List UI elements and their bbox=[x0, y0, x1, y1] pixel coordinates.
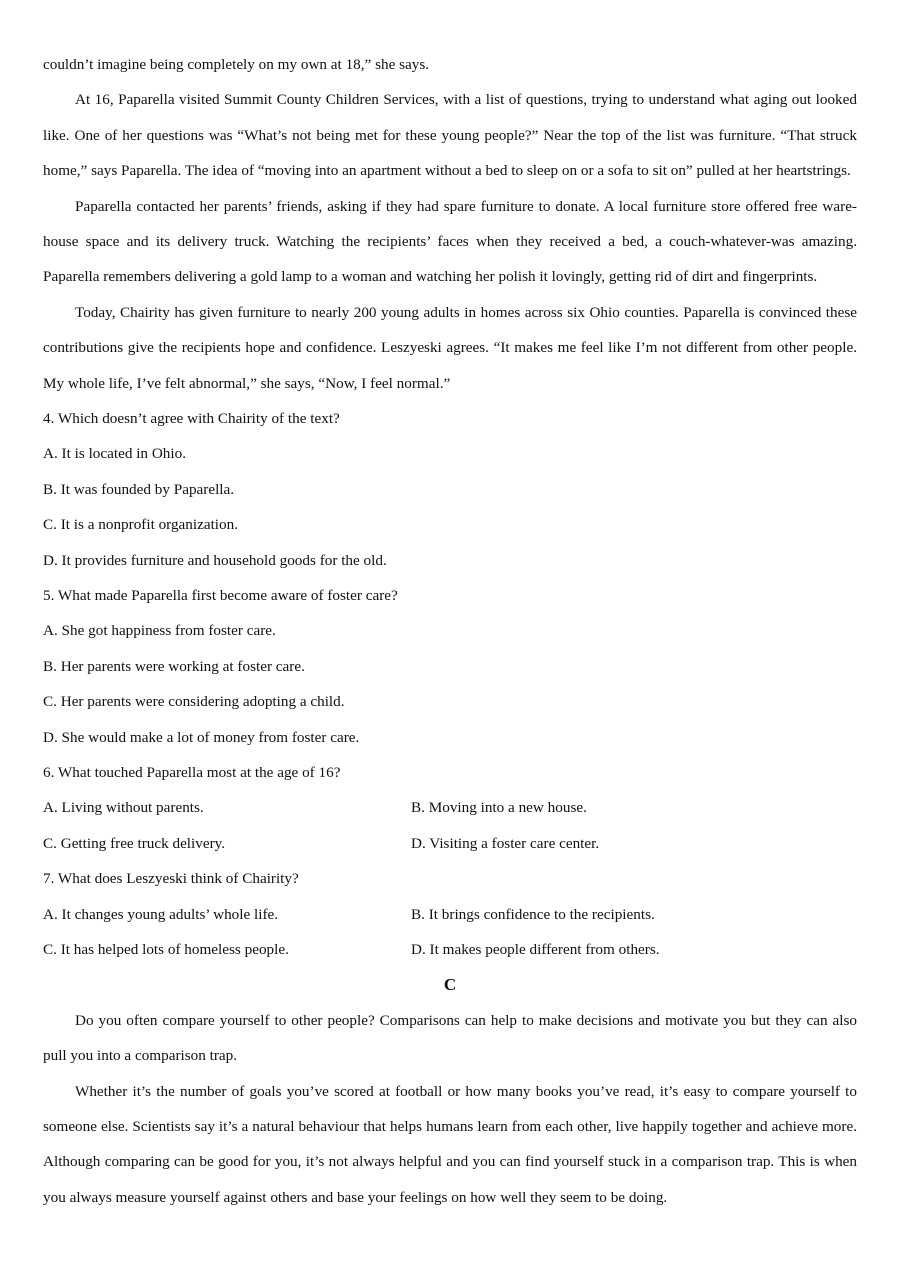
question-7-option-c: C. It has helped lots of homeless people. bbox=[43, 940, 289, 958]
question-4-stem: 4. Which doesn’t agree with Chairity of the text? bbox=[43, 410, 340, 428]
question-7-option-a: A. It changes young adults’ whole life. bbox=[43, 905, 279, 923]
question-7-options-row-2 bbox=[43, 932, 857, 967]
passage-b-paragraph-tail: couldn’t imagine being completely on my own at 18,” she says. bbox=[43, 56, 430, 73]
passage-b-paragraph-1: At 16, Paparella visited Summit County Children Services, with a list of questions, trying to understand what aging out looked like. One of her questions was “What’s not being met for these young people?” Near the top of the list was furniture. “That struck home,” says Paparella. The idea of “moving into an apartment without a bed to sleep on or a sofa to sit on” pulled at her heartstrings. bbox=[43, 91, 857, 180]
passage-c-paragraph-2: Whether it’s the number of goals you’ve scored at football or how many books you’ve read, it’s easy to compare yourself to someone else. Scientists say it’s a natural behaviour that helps humans learn from each other, live happily together and achieve more. Although comparing can be good for you, it’s not always helpful and you can find yourself stuck in a comparison trap. This is when you always measure yourself against others and base your feelings on how well they seem to be doing. bbox=[43, 1082, 857, 1206]
question-6-option-d: D. Visiting a foster care center. bbox=[411, 834, 600, 852]
question-6-option-b: B. Moving into a new house. bbox=[411, 799, 587, 817]
passage-c-heading: C bbox=[443, 975, 457, 995]
question-6-options-row-1 bbox=[43, 790, 857, 825]
passage-b-paragraph-3: Today, Chairity has given furniture to nearly 200 young adults in homes across six Ohio counties. Paparella is convinced these contributions give the recipients hope and confidence. Leszyeski agrees. “It makes me feel like I’m not different from other people. My whole life, I’ve felt abnormal,” she says, “Now, I feel normal.” bbox=[43, 303, 857, 392]
question-6-option-c: C. Getting free truck delivery. bbox=[43, 834, 226, 852]
question-6-option-a: A. Living without parents. bbox=[43, 799, 204, 817]
question-6-options-row-2 bbox=[43, 826, 857, 861]
question-4-option-b: B. It was founded by Paparella. bbox=[43, 480, 235, 498]
question-7-options-row-1 bbox=[43, 897, 857, 932]
question-5-option-c: C. Her parents were considering adopting a child. bbox=[43, 693, 345, 711]
question-5-option-d: D. She would make a lot of money from foster care. bbox=[43, 728, 360, 746]
question-4-option-a: A. It is located in Ohio. bbox=[43, 445, 186, 463]
question-5-stem: 5. What made Paparella first become aware of foster care? bbox=[43, 587, 398, 604]
question-5-option-a: A. She got happiness from foster care. bbox=[43, 622, 276, 640]
question-7-stem: 7. What does Leszyeski think of Chairity? bbox=[43, 870, 299, 888]
passage-b-paragraph-2: Paparella contacted her parents’ friends, asking if they had spare furniture to donate. A local furniture store offered free ware-house space and its delivery truck. Watching the recipients’ faces when they received a bed, a couch-whatever-was amazing. Paparella remembers delivering a gold lamp to a woman and watching her polish it lovingly, getting rid of dirt and fingerprints. bbox=[43, 197, 857, 286]
passage-c-paragraph-1: Do you often compare yourself to other people? Comparisons can help to make decisions and motivate you but they can also pull you into a comparison trap. bbox=[43, 1011, 857, 1065]
question-4-option-d: D. It provides furniture and household goods for the old. bbox=[43, 551, 387, 569]
question-7-option-b: B. It brings confidence to the recipients. bbox=[411, 905, 655, 923]
question-4-option-c: C. It is a nonprofit organization. bbox=[43, 516, 239, 534]
question-6-stem: 6. What touched Paparella most at the age of 16? bbox=[43, 763, 341, 781]
question-7-option-d: D. It makes people different from others. bbox=[411, 940, 660, 958]
question-5-option-b: B. Her parents were working at foster care. bbox=[43, 657, 305, 675]
